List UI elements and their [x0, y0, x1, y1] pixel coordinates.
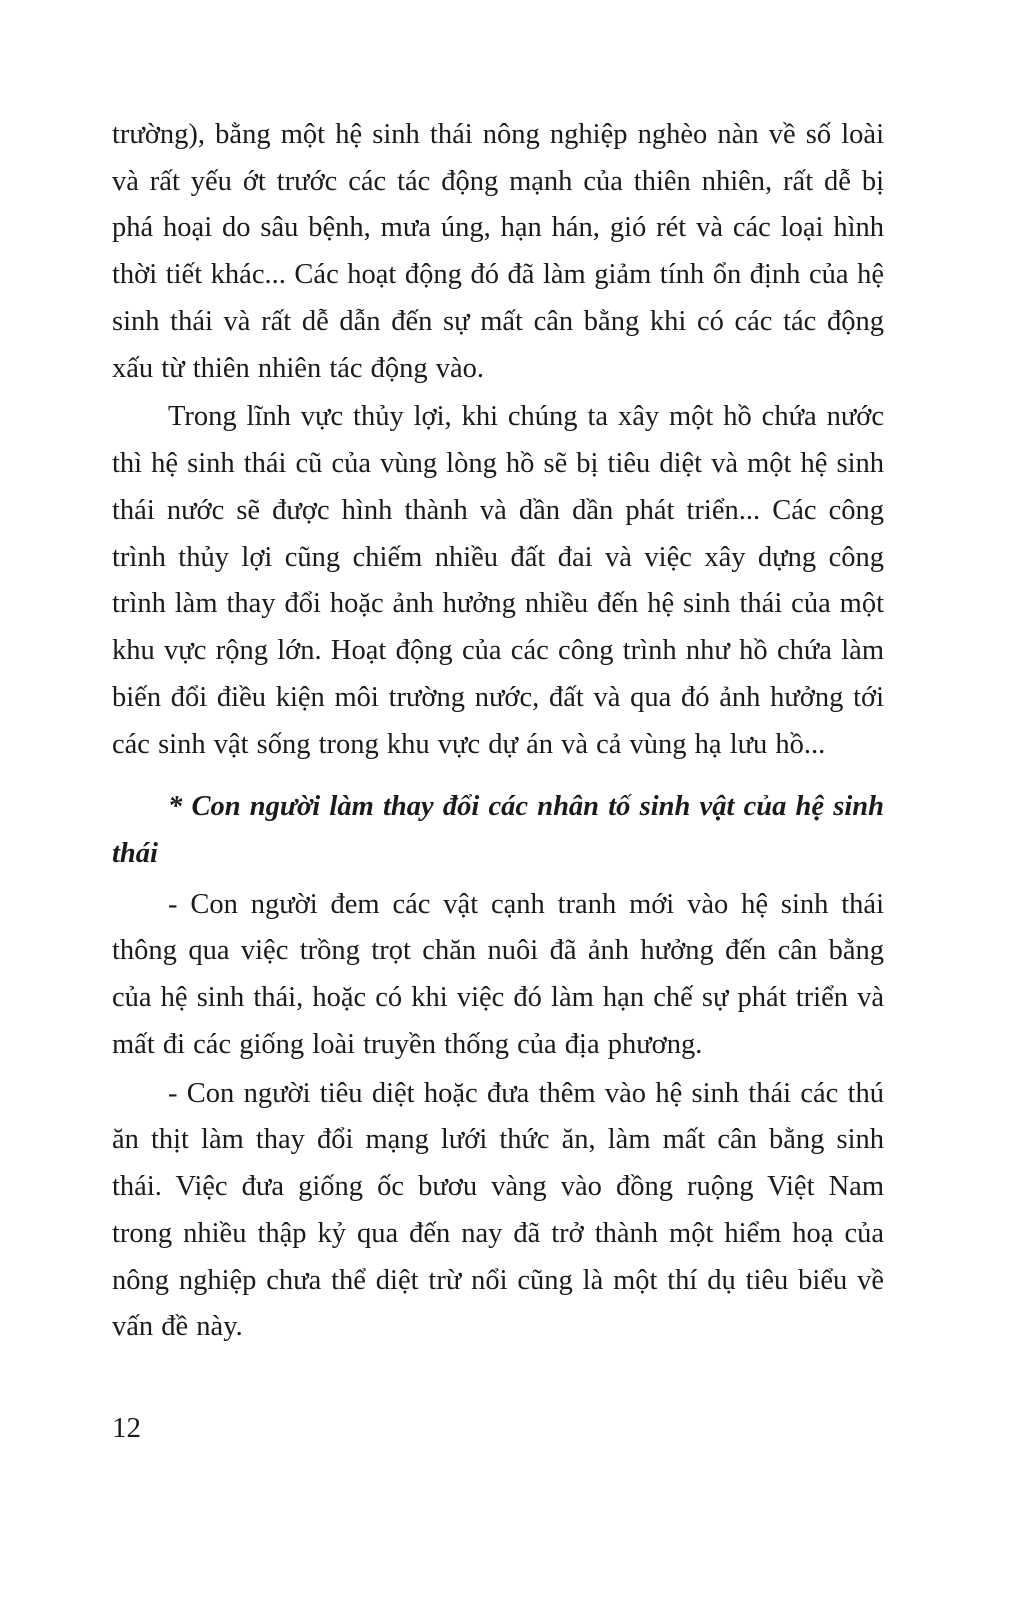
paragraph-competition: - Con người đem các vật cạnh tranh mới vào hệ sinh thái thông qua việc trồng trọt chăn nuôi đã ảnh hưởng đến cân bằng của hệ sinh thái, hoặc có khi việc đó làm hạn chế sự phát triển và mất đi các giống loài truyền thống của địa phương. — [112, 888, 884, 1060]
page-number: 12 — [112, 1412, 141, 1444]
paragraph-predators: - Con người tiêu diệt hoặc đưa thêm vào hệ sinh thái các thú ăn thịt làm thay đổi mạng lưới thức ăn, làm mất cân bằng sinh thái. Việc đưa giống ốc bươu vàng vào đồng ruộng Việt Nam trong nhiều thập kỷ qua đến nay đã trở thành một hiểm hoạ của nông nghiệp chưa thể diệt trừ nổi cũng là một thí dụ tiêu biểu về vấn đề này. — [112, 1077, 884, 1343]
paragraph-irrigation: Trong lĩnh vực thủy lợi, khi chúng ta xây một hồ chứa nước thì hệ sinh thái cũ của vùng lòng hồ sẽ bị tiêu diệt và một hệ sinh thái nước sẽ được hình thành và dần dần phát triển... Các công trình thủy lợi cũng chiếm nhiều đất đai và việc xây dựng công trình làm thay đổi hoặc ảnh hưởng nhiều đến hệ sinh thái của một khu vực rộng lớn. Hoạt động của các công trình như hồ chứa làm biến đổi điều kiện môi trường nước, đất và qua đó ảnh hưởng tới các sinh vật sống trong khu vực dự án và cả vùng hạ lưu hồ... — [112, 401, 884, 760]
section-heading: * Con người làm thay đổi các nhân tố sinh vật của hệ sinh thái — [112, 791, 884, 870]
text-block — [112, 112, 884, 1351]
paragraph-continuation: trường), bằng một hệ sinh thái nông nghiệp nghèo nàn về số loài và rất yếu ớt trước các tác động mạnh của thiên nhiên, rất dễ bị phá hoại do sâu bệnh, mưa úng, hạn hán, gió rét và các loại hình thời tiết khác... Các hoạt động đó đã làm giảm tính ổn định của hệ sinh thái và rất dễ dẫn đến sự mất cân bằng khi có các tác động xấu từ thiên nhiên tác động vào. — [112, 119, 884, 384]
